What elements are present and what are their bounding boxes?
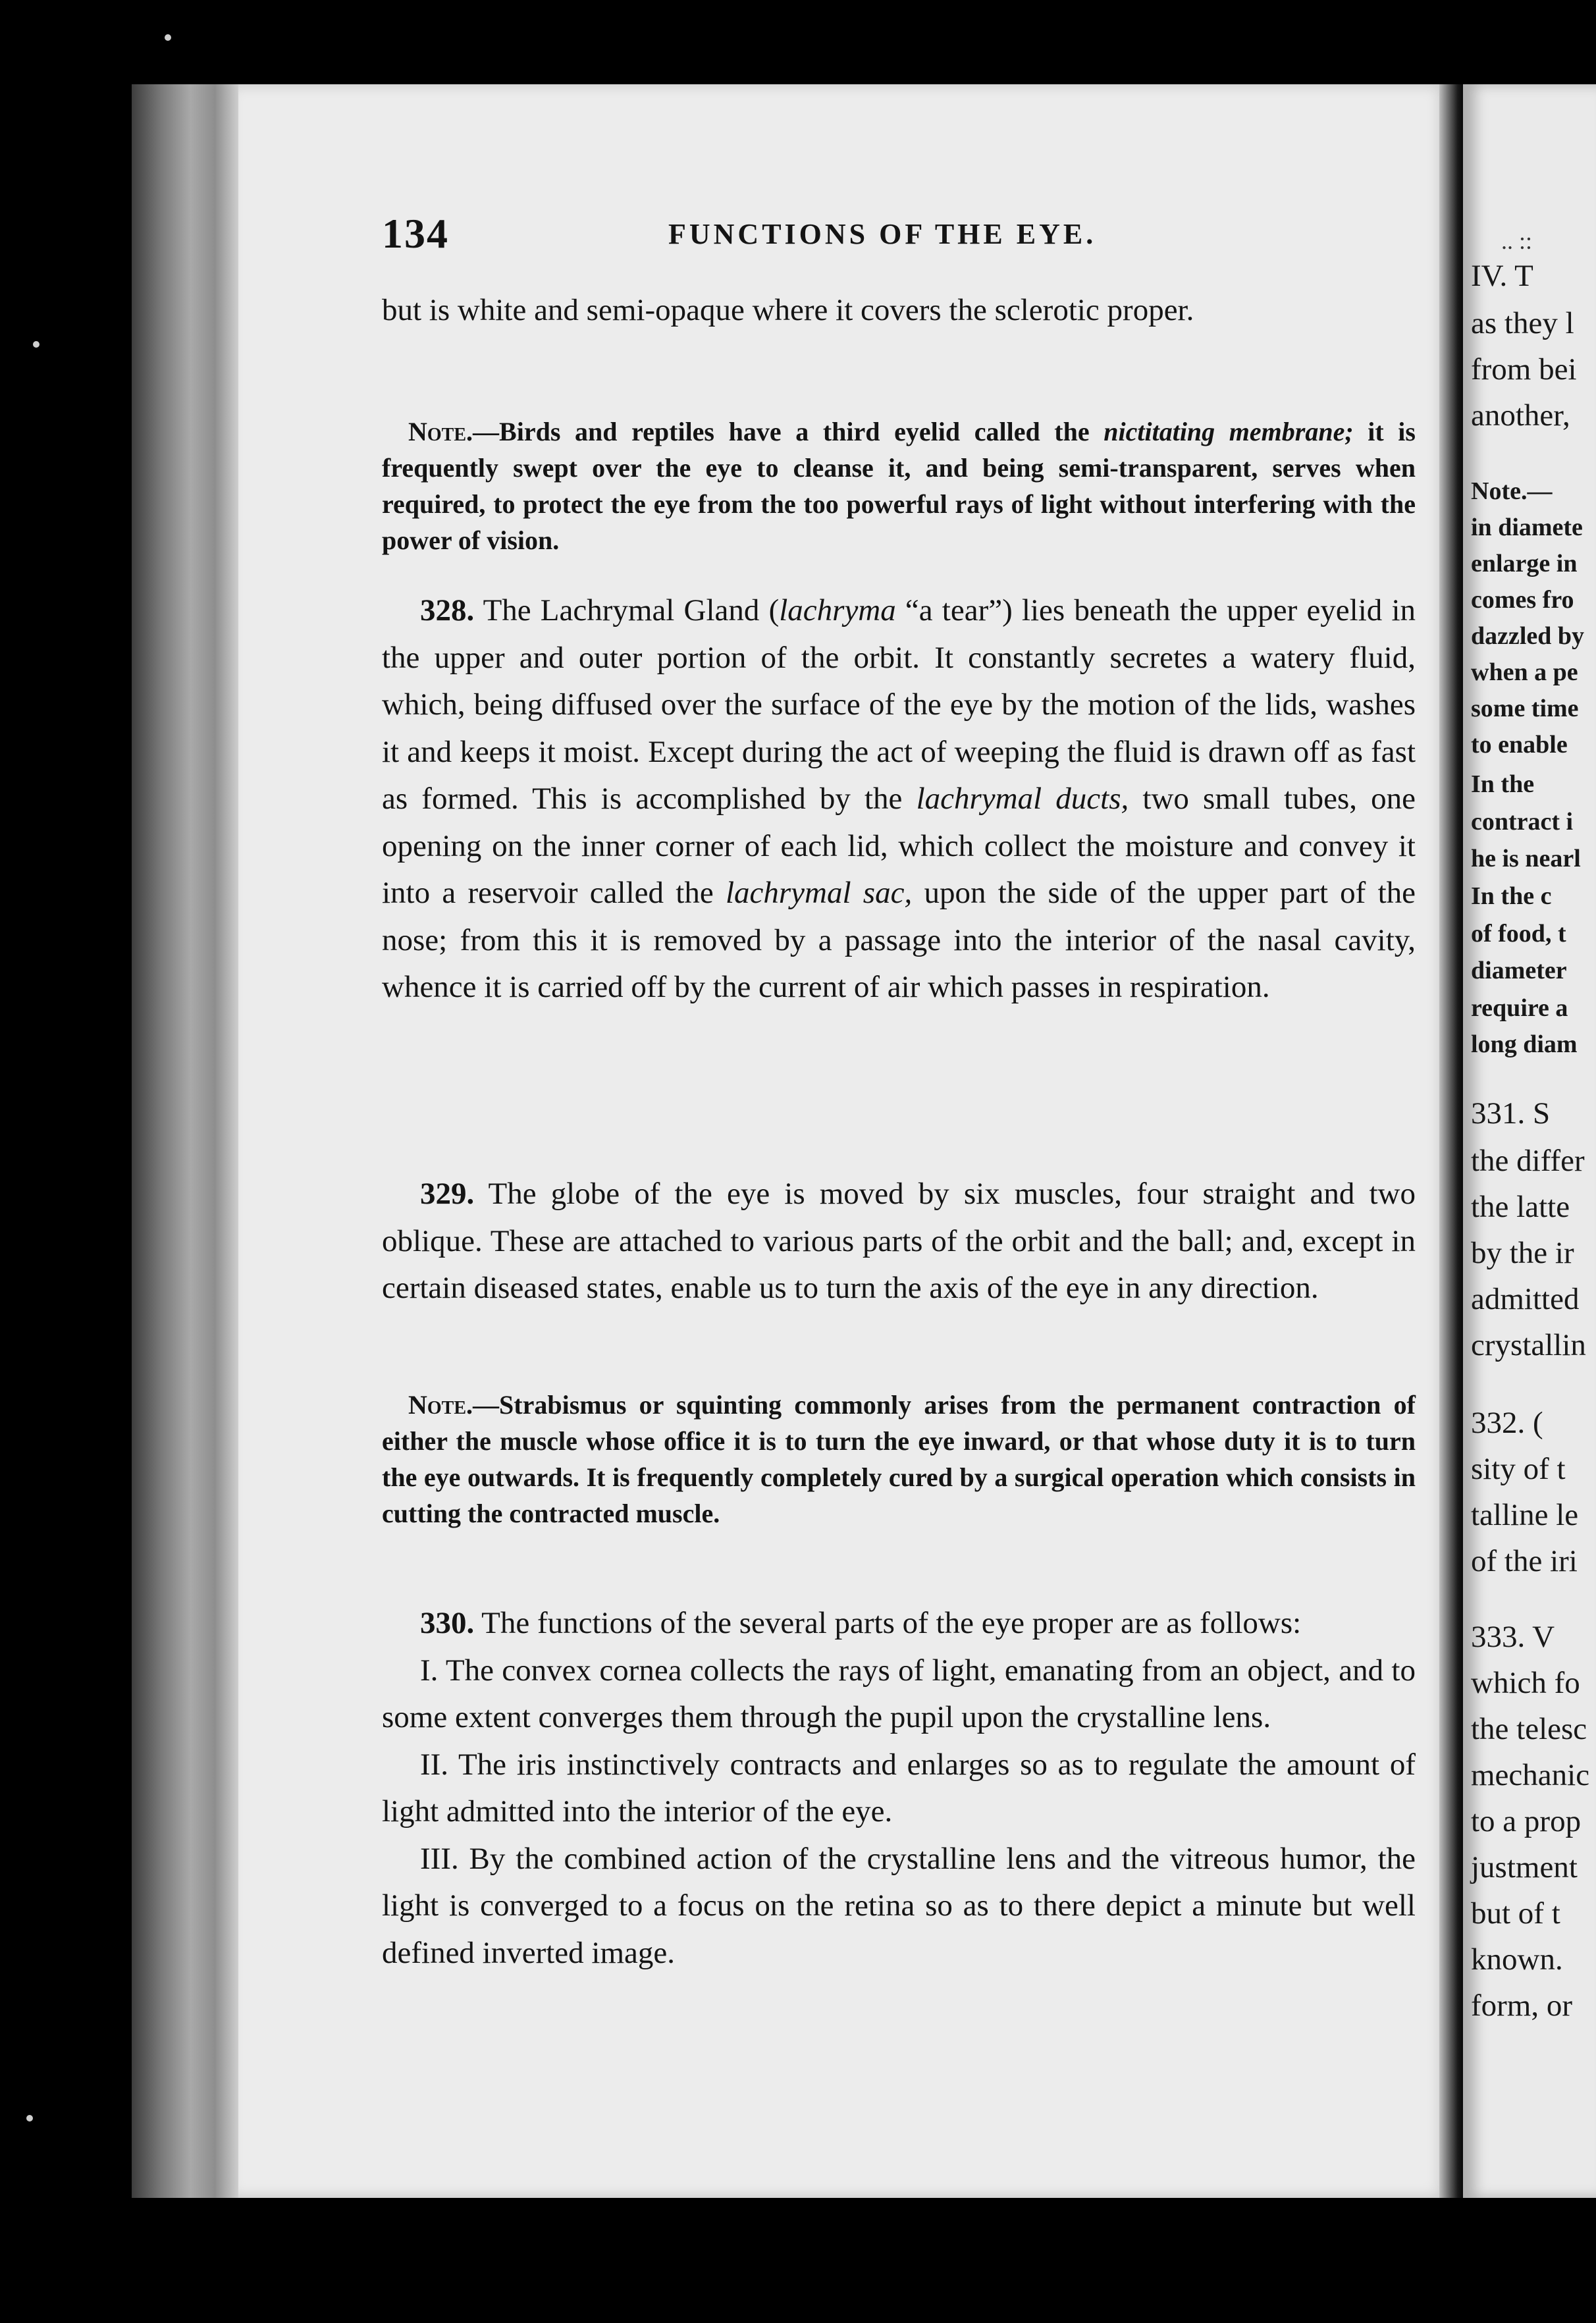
function-item: III. By the combined action of the crystalline lens and the vitreous humor, the light is converged to a focus on the retina so as to there depict a minute but well defined inverted image. [382,1841,1416,1970]
right-page-line: the differ [1471,1144,1585,1178]
right-page-line: when a pe [1471,658,1578,686]
note-label: Note. [408,417,473,446]
scan-speck [165,34,171,41]
note-text: it is frequently swept over the eye to cleanse it, and being semi-transparent, serves when required, to protect the eye from the too powerful rays of light without interfering with the power of vision. [382,417,1416,555]
right-page-line: of food, t [1471,920,1566,948]
paragraph-number: 329. [420,1177,475,1211]
right-page-line: as they l [1471,306,1574,340]
right-page-line: crystallin [1471,1328,1586,1362]
right-page-line: mechanic [1471,1758,1590,1792]
right-page-line: in diamete [1471,514,1583,541]
function-item: I. The convex cornea collects the rays of light, emanating from an object, and to some extent converges them through the pupil upon the crystalline lens. [382,1653,1416,1734]
italic-term: lachryma [779,593,896,627]
paragraph-328 [382,587,1416,1011]
right-page [1463,84,1596,2198]
right-page-line: of the iri [1471,1544,1578,1578]
page-number: 134 [382,210,449,257]
right-page-line: the latte [1471,1190,1570,1224]
paragraph-text: upon the side of the upper part of the nose; from this it is removed by a passage into the interior of the nasal cavity, whence it is carried off by the current of air which passes in respiration. [382,876,1416,1004]
paragraph-330 [382,1600,1416,1977]
right-page-line: Note.— [1471,477,1553,505]
right-page-line: justment [1471,1850,1578,1884]
italic-term: lachrymal sac, [725,876,913,910]
right-page-line: by the ir [1471,1236,1574,1270]
right-page-line: another, [1471,398,1570,433]
note-third-eyelid [382,414,1416,558]
paragraph-number: 330. [420,1606,475,1640]
right-page-line: 332. ( [1471,1406,1543,1440]
right-page-line: the telesc [1471,1712,1587,1746]
paragraph-number: 328. [420,593,475,627]
right-page-line: some time [1471,695,1579,722]
scan-speck [33,341,40,348]
right-page-line: to a prop [1471,1804,1582,1838]
right-page-line: 331. S [1471,1096,1551,1131]
right-page-line: 333. V [1471,1620,1555,1654]
note-label: Note. [408,1390,473,1420]
paragraph-text: The globe of the eye is moved by six muscles, four straight and two oblique. These are attached to various parts of the orbit and the ball; and, except in certain diseased states, enable us to turn the axis of the eye in any direction. [382,1177,1416,1305]
note-text: —Birds and reptiles have a third eyelid called the [473,417,1104,446]
paragraph-329 [382,1171,1416,1312]
running-head: FUNCTIONS OF THE EYE. [668,218,1097,250]
right-page-line: In the [1471,770,1535,798]
note-text: —Strabismus or squinting commonly arises from the permanent contraction of either the muscle whose office it is to turn the eye inward, or that whose duty it is to turn the eye outwards. It is frequently completely cured by a surgical operation which consists in cutting the contracted muscle. [382,1390,1416,1528]
right-page-line: he is nearl [1471,845,1581,872]
continuation-text: but is white and semi-opaque where it covers the sclerotic proper. [382,293,1194,327]
right-page-line: enlarge in [1471,550,1578,577]
right-page-line: dazzled by [1471,622,1585,650]
page-gutter [1439,84,1466,2198]
right-page-line: contract i [1471,808,1574,836]
paragraph-text: “a tear”) lies beneath the upper eyelid in the upper and outer portion of the orbit. It constantly secretes a watery fluid, which, being diffused over the surface of the eye by the motion of the lids, washes it and keeps it moist. Except during the act of weeping the fluid is drawn off as fast as formed. This is accomplished by the [382,593,1416,816]
paragraph-text: The Lachrymal Gland ( [474,593,780,627]
right-page-line: In the c [1471,882,1552,910]
paragraph-text: The functions of the several parts of the eye proper are as follows: [474,1606,1302,1640]
note-italic-term: nictitating membrane; [1104,417,1354,446]
right-page-line: form, or [1471,1989,1573,2023]
function-item: II. The iris instinctively contracts and enlarges so as to regulate the amount of light admitted into the interior of the eye. [382,1747,1416,1829]
right-page-line: but of t [1471,1896,1560,1931]
right-page-line: admitted [1471,1282,1580,1316]
paragraph-text: two small tubes, one opening on the inner corner of each lid, which collect the moisture and convey it into a reservoir called the [382,782,1416,910]
right-page-line: to enable [1471,731,1568,759]
right-page-line: diameter [1471,957,1567,984]
right-page-line: require a [1471,994,1568,1022]
scan-speck [26,2115,33,2122]
right-page-line: IV. T [1471,259,1533,293]
right-page-line: talline le [1471,1498,1579,1532]
italic-term: lachrymal ducts, [916,782,1129,816]
note-strabismus [382,1387,1416,1532]
right-page-line: from bei [1471,352,1577,387]
right-page-line: known. [1471,1942,1563,1977]
right-page-line: which fo [1471,1666,1580,1700]
continuation-paragraph [382,287,1416,334]
right-page-line: comes fro [1471,586,1574,614]
book-spine [132,84,238,2198]
right-page-top-mark: .. :: [1501,228,1533,254]
right-page-line: sity of t [1471,1452,1566,1486]
right-page-line: long diam [1471,1030,1578,1058]
